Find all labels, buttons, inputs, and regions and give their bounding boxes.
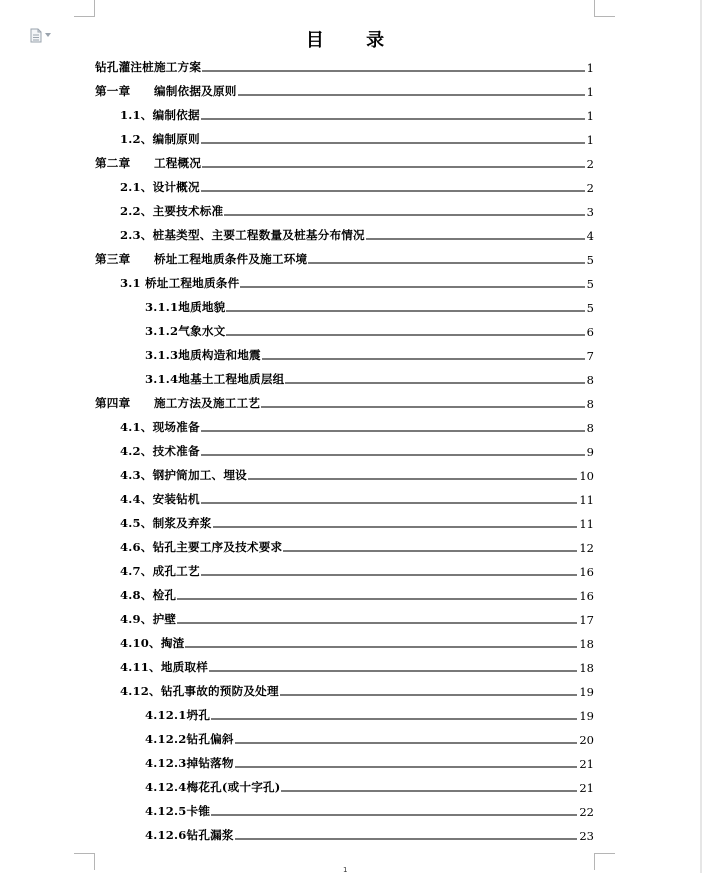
toc-entry-page: 6: [586, 324, 594, 339]
toc-entry-title: 3.1.3地质构造和地震: [145, 348, 261, 363]
toc-entry-page: 21: [579, 756, 594, 771]
toc-dot-leader: [201, 430, 585, 432]
toc-entry-page: 23: [579, 828, 594, 843]
toc-entry[interactable]: [95, 146, 594, 170]
toc-entry[interactable]: [120, 674, 594, 698]
toc-dot-leader: [201, 118, 585, 120]
toc-dot-leader: [262, 358, 585, 360]
toc-entry-page: 16: [579, 588, 594, 603]
toc-entry-page: 2: [586, 156, 594, 171]
toc-dot-leader: [177, 622, 577, 624]
toc-entry[interactable]: [120, 626, 594, 650]
toc-dot-leader: [177, 598, 577, 600]
toc-dot-leader: [202, 70, 585, 72]
toc-entry[interactable]: [120, 578, 594, 602]
toc-dot-leader: [235, 838, 578, 840]
toc-entry[interactable]: [95, 74, 594, 98]
toc-entry-page: 9: [586, 444, 594, 459]
toc-entry-title: 4.3、钢护筒加工、埋设: [120, 468, 247, 483]
toc-entry-title: 4.11、地质取样: [120, 660, 209, 675]
toc-entry-title: 3.1 桥址工程地质条件: [120, 276, 240, 291]
toc-dot-leader: [224, 214, 584, 216]
toc-entry-page: 4: [586, 228, 594, 243]
toc-entry-page: 1: [586, 108, 594, 123]
toc-entry-title: 4.8、检孔: [120, 588, 177, 603]
toc-entry[interactable]: [120, 602, 594, 626]
toc-entry[interactable]: [145, 794, 594, 818]
toc-entry[interactable]: [145, 290, 594, 314]
toc-dot-leader: [281, 790, 577, 792]
toc-entry[interactable]: [145, 818, 594, 842]
toc-entry[interactable]: [120, 194, 594, 218]
toc-entry-title: 4.12.6钻孔漏浆: [145, 828, 234, 843]
toc-entry-title: 钻孔灌注桩施工方案: [95, 60, 202, 75]
toc-entry-title: 4.12、钻孔事故的预防及处理: [120, 684, 279, 699]
toc-entry-title: 4.12.1坍孔: [145, 708, 211, 723]
toc-dot-leader: [366, 238, 585, 240]
toc-dot-leader: [201, 142, 585, 144]
toc-entry-title: 第二章 工程概况: [95, 156, 202, 171]
toc-entry-page: 17: [579, 612, 594, 627]
toc-entry-page: 1: [586, 132, 594, 147]
toc-entry-title: 1.1、编制依据: [120, 108, 200, 123]
toc-entry-title: 4.2、技术准备: [120, 444, 200, 459]
toc-entry[interactable]: [145, 746, 594, 770]
toc-entry-title: 第一章 编制依据及原则: [95, 84, 237, 99]
toc-dot-leader: [238, 94, 585, 96]
toc-entry[interactable]: [120, 98, 594, 122]
toc-dot-leader: [202, 166, 585, 168]
crop-mark-bottom-left: [74, 853, 95, 870]
toc-entry[interactable]: [120, 410, 594, 434]
toc-entry-title: 第三章 桥址工程地质条件及施工环境: [95, 252, 308, 267]
toc-dot-leader: [308, 262, 584, 264]
toc-dot-leader: [285, 382, 584, 384]
toc-entry-page: 5: [586, 276, 594, 291]
toc-entry-title: 3.1.1地质地貌: [145, 300, 226, 315]
toc-entry-page: 8: [586, 372, 594, 387]
toc-entry[interactable]: [95, 386, 594, 410]
toc-entry-page: 7: [586, 348, 594, 363]
crop-mark-top-right: [594, 0, 615, 17]
toc-dot-leader: [201, 502, 578, 504]
toc-entry-title: 第四章 施工方法及施工工艺: [95, 396, 261, 411]
toc-entry-title: 4.7、成孔工艺: [120, 564, 200, 579]
toc-dot-leader: [240, 286, 584, 288]
toc-entry[interactable]: [120, 170, 594, 194]
toc-entry-title: 4.9、护壁: [120, 612, 177, 627]
toc-dot-leader: [261, 406, 585, 408]
toc-entry-page: 11: [579, 516, 594, 531]
toc-entry[interactable]: [120, 482, 594, 506]
toc-entry[interactable]: [120, 650, 594, 674]
toc-entry-page: 18: [579, 660, 594, 675]
toc-dot-leader: [201, 454, 585, 456]
toc-dot-leader: [226, 310, 584, 312]
toc-entry-title: 2.2、主要技术标准: [120, 204, 224, 219]
crop-mark-top-left: [74, 0, 95, 17]
toc-entry-page: 18: [579, 636, 594, 651]
page-title: 目 录: [305, 30, 403, 51]
crop-mark-bottom-right: [594, 853, 615, 870]
toc-entry-title: 2.3、桩基类型、主要工程数量及桩基分布情况: [120, 228, 365, 243]
toc-entry-page: 2: [586, 180, 594, 195]
toc-entry[interactable]: [120, 554, 594, 578]
toc-entry[interactable]: [120, 218, 594, 242]
toc-entry[interactable]: [120, 458, 594, 482]
toc-entry-title: 4.10、掏渣: [120, 636, 185, 651]
toc-entry-page: 1: [586, 60, 594, 75]
toc-entry-title: 3.1.2气象水文: [145, 324, 226, 339]
toc-entry[interactable]: [145, 338, 594, 362]
toc-entry-title: 2.1、设计概况: [120, 180, 200, 195]
toc-entry-page: 8: [586, 396, 594, 411]
toc-entry-page: 21: [579, 780, 594, 795]
toc-entry-page: 8: [586, 420, 594, 435]
toc-dot-leader: [280, 694, 578, 696]
toc-entry-page: 12: [579, 540, 594, 555]
toc-dot-leader: [211, 718, 577, 720]
toc-entry[interactable]: [120, 530, 594, 554]
toc-entry-title: 4.5、制浆及弃浆: [120, 516, 212, 531]
toc-entry-title: 1.2、编制原则: [120, 132, 200, 147]
toc-dot-leader: [226, 334, 584, 336]
toc-entry-title: 4.6、钻孔主要工序及技术要求: [120, 540, 283, 555]
toc-entry-title: 4.12.5卡锥: [145, 804, 211, 819]
toc-entry[interactable]: [120, 122, 594, 146]
toc-entry[interactable]: [120, 434, 594, 458]
toc-entry-page: 19: [579, 708, 594, 723]
toc-entry-page: 16: [579, 564, 594, 579]
toc-entry-page: 5: [586, 300, 594, 315]
toc-dot-leader: [235, 742, 578, 744]
toc-entry[interactable]: [145, 314, 594, 338]
toc-entry-title: 3.1.4地基土工程地质层组: [145, 372, 285, 387]
toc-entry-title: 4.12.4梅花孔(或十字孔): [145, 780, 281, 795]
toc-entry[interactable]: [145, 722, 594, 746]
toc-entry-page: 22: [579, 804, 594, 819]
toc-entry-title: 4.1、现场准备: [120, 420, 200, 435]
toc-entry-page: 10: [579, 468, 594, 483]
toc-entry[interactable]: [95, 50, 594, 74]
toc-entry-page: 20: [579, 732, 594, 747]
toc-dot-leader: [283, 550, 577, 552]
toc-dot-leader: [235, 766, 578, 768]
toc-entry-title: 4.12.2钻孔偏斜: [145, 732, 234, 747]
toc-entry[interactable]: [120, 506, 594, 530]
toc-entry-page: 11: [579, 492, 594, 507]
toc-entry-page: 1: [586, 84, 594, 99]
toc-entry-title: 4.4、安装钻机: [120, 492, 200, 507]
toc-entry-page: 5: [586, 252, 594, 267]
toc-entry-title: 4.12.3掉钻落物: [145, 756, 234, 771]
toc-dot-leader: [201, 574, 578, 576]
toc-dot-leader: [185, 646, 577, 648]
toc-entry[interactable]: [145, 698, 594, 722]
toc-entry[interactable]: [145, 770, 594, 794]
toc-dot-leader: [201, 190, 585, 192]
toc-entry-page: 19: [579, 684, 594, 699]
toc-dot-leader: [248, 478, 577, 480]
toc-dot-leader: [209, 670, 577, 672]
toc-entry[interactable]: [95, 242, 594, 266]
page-number: 1: [343, 866, 348, 874]
toc-entry[interactable]: [145, 362, 594, 386]
toc-entry-page: 3: [586, 204, 594, 219]
toc-dot-leader: [213, 526, 578, 528]
toc-entry[interactable]: [120, 266, 594, 290]
toc-dot-leader: [211, 814, 577, 816]
